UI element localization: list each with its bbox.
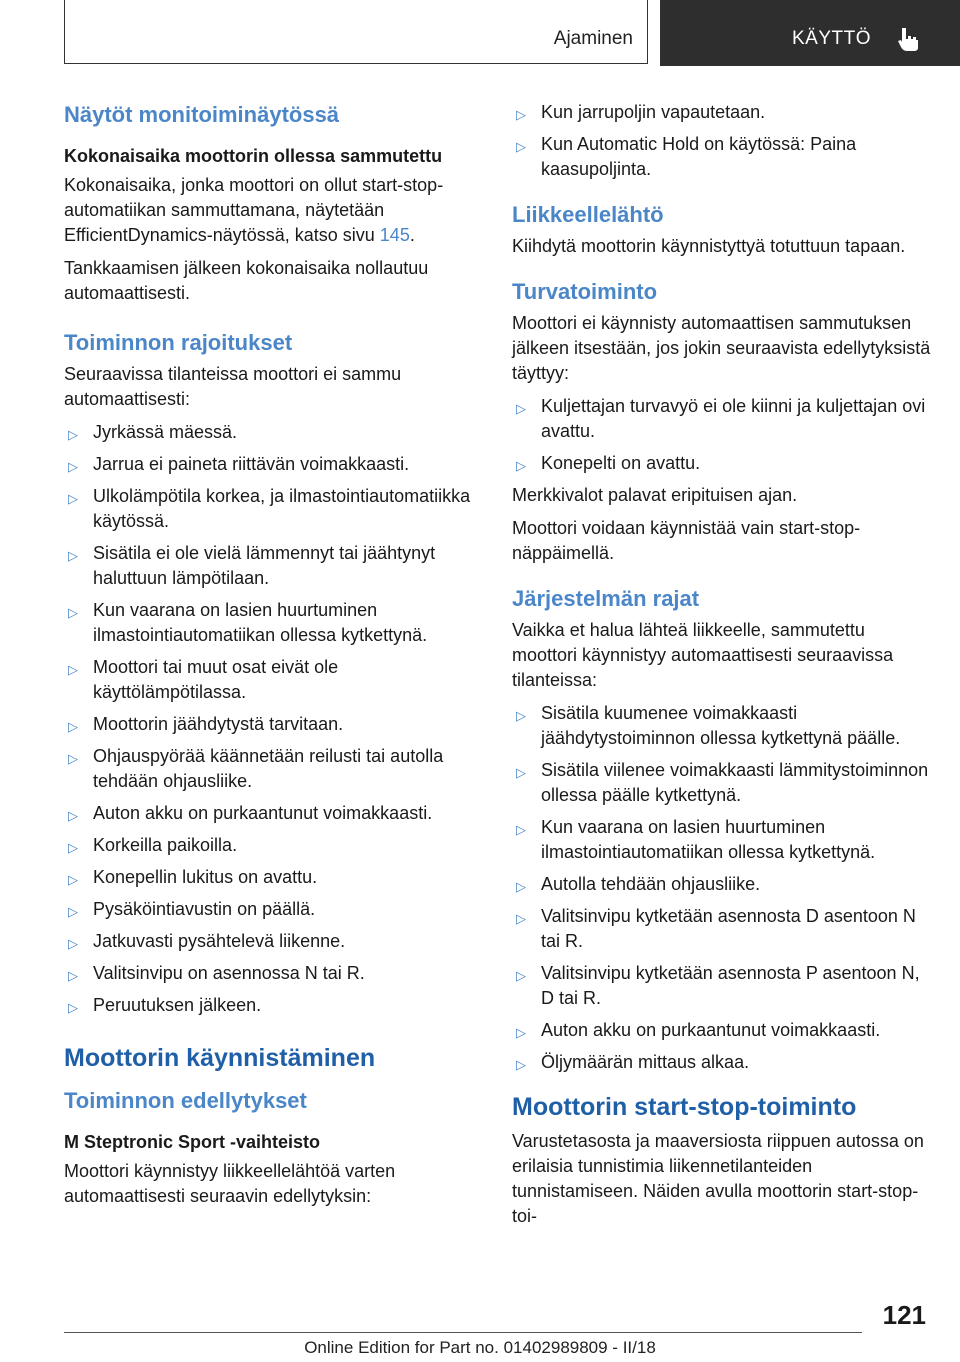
section-label: Ajaminen xyxy=(553,28,633,49)
paragraph-steptronic: Moottori käynnistyy liikkeellelähtöä varten automaattisesti seuraavin edellytyksin: xyxy=(64,1161,396,1206)
list-item: ▷ Kun jarrupoljin vapautetaan. xyxy=(512,100,932,125)
triangle-bullet-icon: ▷ xyxy=(516,1057,526,1072)
chapter-label: KÄYTTÖ xyxy=(792,28,872,49)
triangle-bullet-icon: ▷ xyxy=(68,840,78,855)
heading-start-stop-function: Moottorin start-stop-toiminto xyxy=(512,1093,857,1121)
list-item: ▷ Ohjauspyörää käännetään reilusti tai autolla tehdään ohjausliike. xyxy=(68,746,444,791)
paragraph-limits-intro: Seuraavissa tilanteissa moottori ei sammu automaattisesti: xyxy=(64,364,402,409)
list-item: ▷ Korkeilla paikoilla. xyxy=(64,833,480,858)
triangle-bullet-icon: ▷ xyxy=(68,1000,78,1015)
list-item: ▷ Jatkuvasti pysähtelevä liikenne. xyxy=(64,929,480,954)
limits-list xyxy=(64,420,480,1018)
triangle-bullet-icon: ▷ xyxy=(68,904,78,919)
list-item: ▷ Peruutuksen jälkeen. xyxy=(64,993,480,1018)
chapter-tab xyxy=(660,0,960,66)
triangle-bullet-icon: ▷ xyxy=(516,401,526,416)
triangle-bullet-icon: ▷ xyxy=(68,968,78,983)
right-column xyxy=(512,100,932,1237)
list-item: ▷ Pysäköintiavustin on päällä. xyxy=(64,897,480,922)
triangle-bullet-icon: ▷ xyxy=(516,107,526,122)
list-item: ▷ Jyrkässä mäessä. xyxy=(64,420,480,445)
list-item: ▷ Kun vaarana on lasien huurtuminen ilmastointiautomatiikan ollessa kytkettynä. xyxy=(516,817,876,862)
triangle-bullet-icon: ▷ xyxy=(516,968,526,983)
triangle-bullet-icon: ▷ xyxy=(516,708,526,723)
triangle-bullet-icon: ▷ xyxy=(516,879,526,894)
list-item: ▷ Ulkolämpötila korkea, ja ilmastointiautomatiikka käytössä. xyxy=(68,486,471,531)
list-item: ▷ Kun Automatic Hold on käytössä: Paina kaasupoljinta. xyxy=(516,134,857,179)
triangle-bullet-icon: ▷ xyxy=(68,548,78,563)
section-tab xyxy=(64,0,648,64)
paragraph-launch: Kiihdytä moottorin käynnistyttyä totuttuun tapaan. xyxy=(512,236,906,256)
heading-monitor-display: Näytöt monitoiminäytössä xyxy=(64,102,340,127)
paragraph-total-time: Kokonaisaika, jonka moottori on ollut start-stop-automatiikan sammuttamana, näytetään EfficientDynamics-näytössä, katso sivu 145. xyxy=(64,175,444,245)
triangle-bullet-icon: ▷ xyxy=(68,459,78,474)
heading-engine-start: Moottorin käynnistäminen xyxy=(64,1044,376,1072)
triangle-bullet-icon: ▷ xyxy=(68,719,78,734)
triangle-bullet-icon: ▷ xyxy=(516,822,526,837)
list-item: ▷ Kun vaarana on lasien huurtuminen ilmastointiautomatiikan ollessa kytkettynä. xyxy=(68,600,428,645)
heading-launch: Liikkeellelähtö xyxy=(512,202,664,227)
triangle-bullet-icon: ▷ xyxy=(68,662,78,677)
list-item: ▷ Sisätila kuumenee voimakkaasti jäähdytystoiminnon ollessa kytkettynä päälle. xyxy=(516,703,901,748)
triangle-bullet-icon: ▷ xyxy=(68,605,78,620)
list-item: ▷ Öljymäärän mittaus alkaa. xyxy=(512,1050,932,1075)
paragraph-system-limits: Vaikka et halua lähteä liikkeelle, sammutettu moottori käynnistyy automaattisesti seuraavissa tilanteissa: xyxy=(512,620,894,690)
paragraph-reset: Tankkaamisen jälkeen kokonaisaika nollautuu automaattisesti. xyxy=(64,258,429,303)
triangle-bullet-icon: ▷ xyxy=(516,1025,526,1040)
left-column xyxy=(64,100,480,1217)
start-conditions-list xyxy=(512,100,932,182)
list-item: ▷ Autolla tehdään ohjausliike. xyxy=(512,872,932,897)
triangle-bullet-icon: ▷ xyxy=(516,911,526,926)
triangle-bullet-icon: ▷ xyxy=(516,458,526,473)
list-item: ▷ Sisätila viilenee voimakkaasti lämmitystoiminnon ollessa päälle kytkettynä. xyxy=(516,760,929,805)
heading-safety-function: Turvatoiminto xyxy=(512,279,658,304)
pointing-hand-icon xyxy=(896,26,922,52)
list-item: ▷ Jarrua ei paineta riittävän voimakkaasti. xyxy=(64,452,480,477)
paragraph-start-stop-button: Moottori voidaan käynnistää vain start-stop-näppäimellä. xyxy=(512,518,861,563)
list-item: ▷ Valitsinvipu kytketään asennosta P asentoon N, D tai R. xyxy=(516,963,920,1008)
heading-function-limits: Toiminnon rajoitukset xyxy=(64,330,293,355)
heading-total-time: Kokonaisaika moottorin ollessa sammutettu xyxy=(64,146,443,166)
page-footer xyxy=(0,1296,960,1362)
page-link-145[interactable]: 145 xyxy=(379,225,410,245)
page-number: 121 xyxy=(882,1300,926,1330)
triangle-bullet-icon: ▷ xyxy=(68,751,78,766)
heading-function-requirements: Toiminnon edellytykset xyxy=(64,1088,307,1113)
triangle-bullet-icon: ▷ xyxy=(68,808,78,823)
edition-text: Online Edition for Part no. 01402989809 - II/18 xyxy=(304,1338,656,1357)
list-item: ▷ Valitsinvipu kytketään asennosta D asentoon N tai R. xyxy=(516,906,916,951)
triangle-bullet-icon: ▷ xyxy=(68,427,78,442)
paragraph-start-stop: Varustetasosta ja maaversiosta riippuen autossa on erilaisia tunnistimia liikennetilanteiden tunnistamiseen. Näiden avulla moottorin start-stop-toi- xyxy=(512,1131,924,1226)
heading-steptronic: M Steptronic Sport -vaihteisto xyxy=(64,1132,321,1152)
list-item: ▷ Moottorin jäähdytystä tarvitaan. xyxy=(64,712,480,737)
safety-list xyxy=(512,394,932,476)
triangle-bullet-icon: ▷ xyxy=(68,936,78,951)
list-item: ▷ Auton akku on purkaantunut voimakkaasti. xyxy=(64,801,480,826)
triangle-bullet-icon: ▷ xyxy=(516,139,526,154)
heading-system-limits: Järjestelmän rajat xyxy=(512,586,700,611)
list-item: ▷ Moottori tai muut osat eivät ole käyttölämpötilassa. xyxy=(68,657,339,702)
triangle-bullet-icon: ▷ xyxy=(68,872,78,887)
list-item: ▷ Konepelti on avattu. xyxy=(512,451,932,476)
paragraph-indicator-lights: Merkkivalot palavat eripituisen ajan. xyxy=(512,485,798,505)
footer-divider xyxy=(64,1332,862,1333)
system-limits-list xyxy=(512,701,932,1075)
page-header xyxy=(0,0,960,66)
list-item: ▷ Konepellin lukitus on avattu. xyxy=(64,865,480,890)
list-item: ▷ Sisätila ei ole vielä lämmennyt tai jäähtynyt haluttuun lämpötilaan. xyxy=(68,543,436,588)
list-item: ▷ Valitsinvipu on asennossa N tai R. xyxy=(64,961,480,986)
list-item: ▷ Kuljettajan turvavyö ei ole kiinni ja kuljettajan ovi avattu. xyxy=(516,396,926,441)
triangle-bullet-icon: ▷ xyxy=(516,765,526,780)
paragraph-safety: Moottori ei käynnisty automaattisen sammutuksen jälkeen itsestään, jos jokin seuraavista edellytyksistä täyttyy: xyxy=(512,313,931,383)
triangle-bullet-icon: ▷ xyxy=(68,491,78,506)
list-item: ▷ Auton akku on purkaantunut voimakkaasti. xyxy=(512,1018,932,1043)
